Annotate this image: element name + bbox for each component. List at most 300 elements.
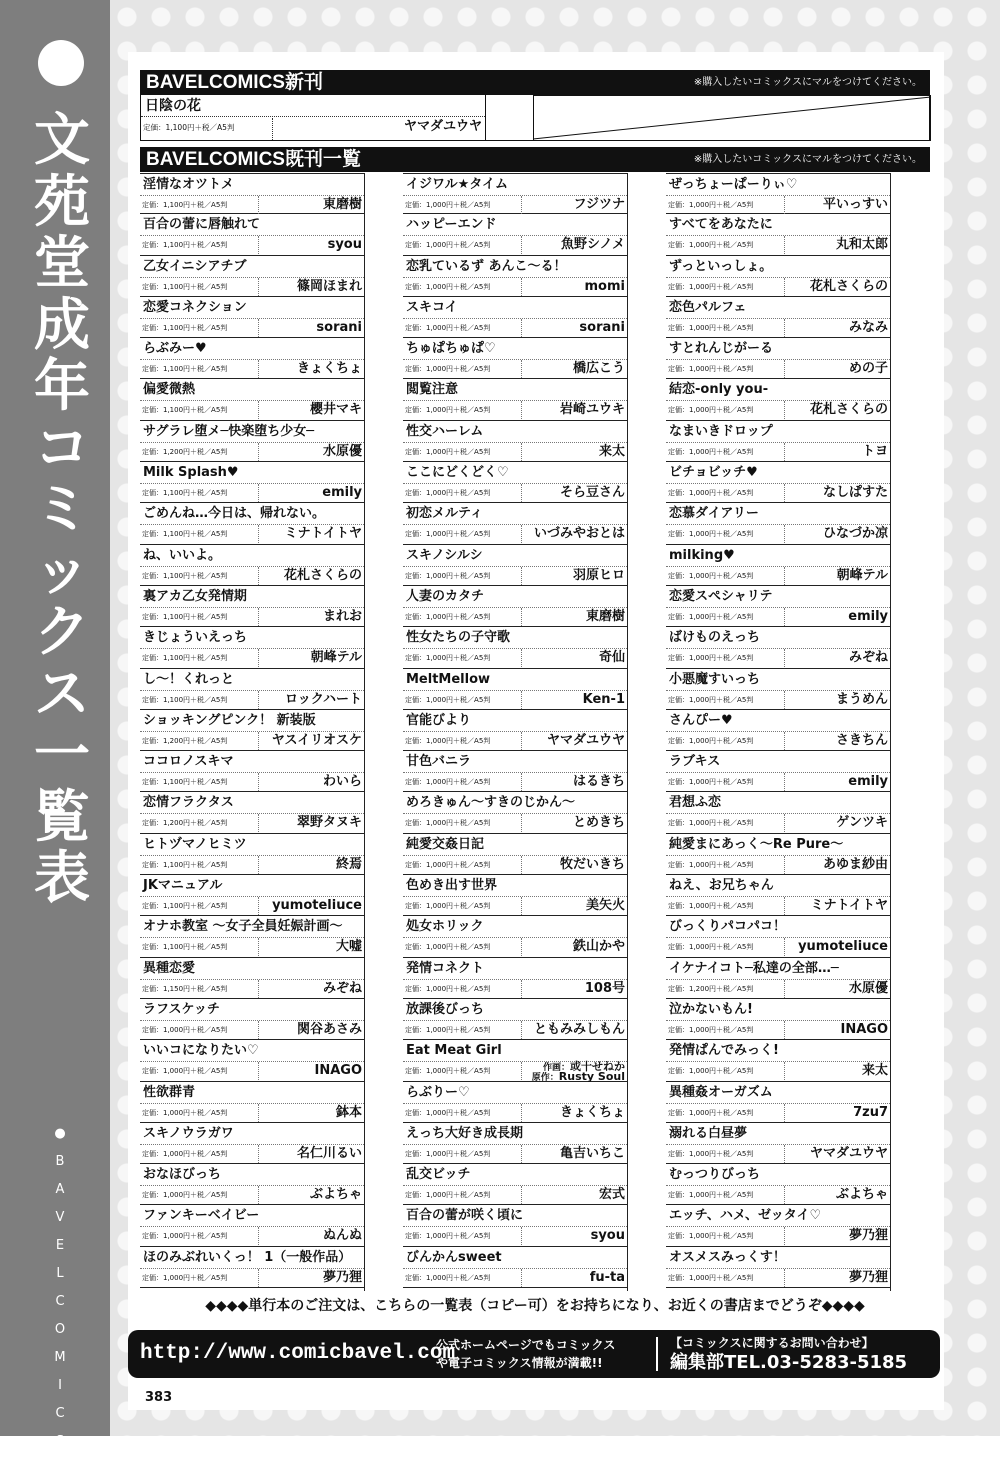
comic-author: 美矢火 [585,898,625,914]
comic-author: 鉢本 [335,1104,362,1120]
sidebar-subtitle-char: M [54,1350,66,1365]
comic-author: 奇仙 [598,650,625,666]
comic-title: 恋乳ているず あんこ〜る！ [406,258,567,274]
comic-list-item [666,256,890,297]
comic-list-item [666,421,890,462]
sidebar-subtitle-char: C [55,1406,65,1421]
comic-list-item [140,586,364,627]
comic-author: まれお [322,608,362,624]
comic-list-item [666,297,890,338]
comic-price: 定価：1,000円＋税／A5判 [405,612,491,621]
divider [784,732,785,750]
comic-list-item [403,834,627,875]
comic-list-item [666,462,890,503]
comic-author: 東磨樹 [585,608,625,624]
sidebar-title-char: コ [34,415,90,481]
comic-price: 定価：1,000円＋税／A5判 [142,1025,228,1034]
comic-price: 定価：1,000円＋税／A5判 [405,365,491,374]
comic-author: みぞね [322,980,362,996]
comic-price: 定価：1,000円＋税／A5判 [142,1067,228,1076]
sidebar-subtitle-char: C [55,1294,65,1309]
comic-list-item [403,297,627,338]
sidebar-subtitle-char: A [55,1182,65,1197]
comic-price: 定価：1,000円＋税／A5判 [405,1108,491,1117]
comic-price: 定価：1,000円＋税／A5判 [668,365,754,374]
comic-author: 来太 [598,443,625,459]
sidebar-title-char: 表 [34,846,90,911]
divider [258,401,259,419]
comic-author: 牧だいきち [559,856,625,872]
comic-title: めろきゅん〜すきのじかん〜 [406,795,576,811]
comic-author: いづみやおとは [533,526,625,542]
comic-list-item [403,338,627,379]
comic-price: 定価：1,000円＋税／A5判 [405,571,491,580]
divider [258,856,259,874]
comic-list-item [140,792,364,833]
comic-list-item [403,1164,627,1205]
comic-list-item [403,256,627,297]
comic-title: 小悪魔すいっち [669,671,761,687]
sidebar-subtitle-char: E [55,1238,65,1253]
divider [521,649,522,667]
comic-list-item [140,256,364,297]
comic-list-item [666,545,890,586]
comic-list-item [140,421,364,462]
divider [258,236,259,254]
comic-author: トヨ [861,443,888,459]
comic-price: 定価：1,100円＋税／A5判 [142,860,228,869]
comic-list-item [403,875,627,916]
comic-price: 定価：1,100円＋税／A5判 [142,654,228,663]
comic-title: 初恋メルティ [406,506,483,522]
comic-author: 来太 [861,1063,888,1079]
comic-price: 定価：1,000円＋税／A5判 [668,1067,754,1076]
comic-price: 定価：1,000円＋税／A5判 [405,943,491,952]
divider [258,1186,259,1204]
promo-line: や電子コミックス情報が満載!! [436,1356,603,1370]
comic-list-item [140,875,364,916]
comic-list-item [666,173,890,214]
comic-price: 定価：1,000円＋税／A5判 [405,282,491,291]
comic-price: 定価：1,000円＋税／A5判 [668,654,754,663]
comic-title: なまいきドロップ [669,423,773,439]
comic-title: 恋愛スペシャリテ [669,588,773,604]
sidebar-title-char: ッ [34,538,90,604]
comic-title: ビチョビッチ♥ [669,465,758,481]
comic-author: emily [322,485,362,501]
comic-author: ひなづか凉 [822,526,888,542]
comic-price: 定価：1,100円＋税／A5判 [142,365,228,374]
comic-title: 百合の蕾に唇触れて [143,217,261,233]
comic-title: 発情ぱんでみっく! [669,1043,779,1059]
comic-price: 定価：1,000円＋税／A5判 [405,201,491,209]
comic-list-item [140,834,364,875]
comic-title: 恋色パルフェ [669,299,747,315]
comic-price: 定価：1,000円＋税／A5判 [405,241,491,250]
comic-list-item [403,173,627,214]
comic-list-item [666,751,890,792]
comic-price: 定価：1,000円＋税／A5判 [405,1191,491,1200]
credit-name: Rusty Soul [558,1070,625,1084]
comic-price: 定価：1,000円＋税／A5判 [405,489,491,498]
comic-price: 定価：1,000円＋税／A5判 [668,612,754,621]
comic-title: イケナイコト─私達の全部…─ [669,960,839,976]
comic-author: ミナトイトヤ [284,526,362,542]
divider [521,443,522,461]
sidebar-title-char: 堂 [34,231,90,296]
comic-title: し〜！くれっと [143,671,235,687]
comic-list-item [140,916,364,957]
divider [784,567,785,585]
comic-list-item [403,586,627,627]
comic-list-item [140,379,364,420]
divider [258,938,259,956]
contact-phone: 編集部TEL.03-5283-5185 [670,1352,908,1373]
comic-price: 定価：1,000円＋税／A5判 [405,695,491,704]
divider [784,814,785,832]
comic-title: スキノシルシ [406,547,483,563]
divider [784,1227,785,1245]
comic-author: まうめん [835,691,888,707]
divider [258,773,259,791]
divider [258,1062,259,1080]
comic-list-item [403,421,627,462]
divider [521,773,522,791]
comic-title: 甘色バニラ [406,754,472,770]
new-release-title: 日陰の花 [145,98,201,114]
comic-author: きょくちょ [296,361,362,377]
comic-price: 定価：1,150円＋税／A5判 [142,984,228,993]
comic-author: わいら [322,774,362,790]
comic-price: 定価：1,000円＋税／A5判 [668,736,754,745]
comic-title: JKマニュアル [143,878,223,894]
credit-role: 作画： [542,1063,570,1074]
divider [521,856,522,874]
comic-price: 定価：1,000円＋税／A5判 [668,1191,754,1200]
divider [784,1104,785,1122]
comic-price: 定価：1,000円＋税／A5判 [142,1108,228,1117]
promo-text [436,1336,615,1372]
comic-author: 朝峰テル [310,650,362,666]
comic-list-item [666,1123,890,1164]
comic-author: 翠野タヌキ [296,815,362,831]
divider [784,1269,785,1287]
comic-price: 定価：1,000円＋税／A5判 [405,819,491,828]
divider [521,319,522,337]
comic-title: らぶみー♥ [143,341,207,357]
divider [521,1186,522,1204]
comic-price: 定価：1,000円＋税／A5判 [142,1191,228,1200]
divider [258,525,259,543]
comic-title: イジワル★タイム [406,177,509,192]
comic-price: 定価：1,000円＋税／A5判 [668,201,754,209]
comic-title: えっち大好き成長期 [406,1125,524,1141]
comic-list-item [666,379,890,420]
comic-price: 定価：1,000円＋税／A5判 [668,1149,754,1158]
comic-price: 定価：1,100円＋税／A5判 [142,489,228,498]
divider [784,1145,785,1163]
comic-list-item [666,586,890,627]
comic-author: 朝峰テル [836,567,888,583]
sidebar-title [30,110,94,910]
comic-author: みぞね [848,650,888,666]
comic-author: みなみ [848,319,888,335]
comic-list-item [403,545,627,586]
comic-list-item [666,1247,890,1288]
divider [784,196,785,214]
comic-list-item [140,1082,364,1123]
new-releases-note: ※購入したいコミックスにマルをつけてください。 [693,77,922,88]
comic-price: 定価：1,100円＋税／A5判 [142,612,228,621]
comic-title: 淫情なオツトメ [143,177,234,192]
comic-list-item [666,627,890,668]
comic-author: なしぱすた [822,485,888,501]
sidebar-title-char: ス [34,661,90,727]
blank-slot-slash [533,95,931,141]
new-releases-header [140,70,930,95]
sidebar-title-char: ミ [34,477,90,542]
comic-price: 定価：1,000円＋税／A5判 [668,1232,754,1241]
comic-list-item [403,792,627,833]
comic-title: すべてをあなたに [669,217,773,233]
comic-list-item [403,462,627,503]
comic-price: 定価：1,100円＋税／A5判 [142,241,228,250]
comic-price: 定価：1,000円＋税／A5判 [668,902,754,911]
comic-price: 定価：1,100円＋税／A5判 [142,778,228,787]
comic-title: すとれんじがーる [669,341,774,357]
comic-author: フジツナ [573,197,625,212]
comic-price: 定価：1,000円＋税／A5判 [668,695,754,704]
divider [140,1103,364,1104]
comic-author: あゆま紗由 [822,856,888,872]
comic-author: とめきち [572,815,625,831]
comic-author: Ken-1 [582,691,625,707]
sidebar-subtitle-char: ● [54,1126,66,1141]
comic-price: 定価：1,100円＋税／A5判 [142,406,228,415]
comic-list-item [403,751,627,792]
divider [140,855,364,856]
comic-author: 花札さくらの [809,278,888,294]
comic-title: 異種姦オーガズム [669,1084,773,1100]
comic-price: 定価：1,200円＋税／A5判 [668,984,754,993]
comic-list-item [140,1205,364,1246]
comic-price: 定価：1,000円＋税／A5判 [668,571,754,580]
sidebar-title-char: 年 [34,354,90,419]
website-url[interactable]: http://www.comicbavel.com [140,1342,456,1365]
comic-author: 東磨樹 [322,197,362,212]
comic-price: 定価：1,100円＋税／A5判 [142,695,228,704]
comic-title: びっくりパコパコ！ [669,919,787,935]
divider [784,897,785,915]
comic-author: はるきち [572,774,625,790]
divider [258,814,259,832]
comic-title: 異種恋愛 [143,960,196,976]
comic-title: 放課後びっち [406,1001,485,1017]
comic-list-item [666,792,890,833]
comic-list-item [666,916,890,957]
divider [258,443,259,461]
comic-author: ヤマダユウヤ [809,1145,888,1161]
comic-price: 定価：1,000円＋税／A5判 [668,241,754,250]
comic-title: 処女ホリック [406,919,484,935]
comic-author: yumoteliuce [272,898,362,914]
comic-list-item [403,1123,627,1164]
sidebar-title-char: 苑 [34,169,90,235]
backlist-note: ※購入したいコミックスにマルをつけてください。 [693,154,922,165]
divider [784,1021,785,1039]
comic-title: ヒトヅマノヒミツ [143,836,247,852]
comic-price: 定価：1,000円＋税／A5判 [668,447,754,456]
comic-title: 性交ハーレム [406,423,484,439]
divider [521,732,522,750]
divider [784,484,785,502]
comic-author: そら豆さん [559,485,625,501]
divider [784,649,785,667]
comic-title: ショッキングピンク！ 新装版 [143,712,316,728]
comic-title: 恋愛コネクション [143,299,247,315]
comic-author: 宏式 [598,1187,625,1203]
comic-price: 定価：1,000円＋税／A5判 [142,1273,228,1282]
divider [656,1337,658,1371]
comic-author: 大嘘 [335,939,362,955]
comic-price: 定価：1,000円＋税／A5判 [668,778,754,787]
comic-author: syou [327,237,362,253]
comic-author: 7zu7 [853,1104,888,1120]
divider [784,319,785,337]
comic-author: 羽原ヒロ [572,567,625,583]
comic-title: ファンキーベイビー [143,1208,260,1224]
divider [521,691,522,709]
divider [521,525,522,543]
comic-list-item [140,503,364,544]
divider [258,360,259,378]
divider [784,1062,785,1080]
comic-title: ばけものえっち [669,630,761,646]
comic-author: sorani [579,319,625,335]
divider [258,196,259,214]
sidebar-title-char: ク [34,600,90,665]
sidebar-subtitle [50,1120,70,1484]
comic-list-item [403,627,627,668]
comic-title: 純愛交姦日記 [406,836,485,852]
comic-author: ミナトイトヤ [810,898,888,914]
divider [272,118,273,140]
comic-author: 水原優 [322,443,362,459]
comic-list-item [666,958,890,999]
comic-title: 裏アカ乙女発情期 [143,588,247,604]
sidebar-subtitle-char: ● [54,1462,66,1477]
divider [258,567,259,585]
sidebar-subtitle-char: B [55,1154,65,1169]
divider [258,608,259,626]
comic-list-item [403,214,627,255]
comic-list-item [666,834,890,875]
footer-banner [128,1330,940,1378]
comic-title: 恋慕ダイアリー [669,506,759,522]
sidebar-title-char: 覧 [34,784,90,850]
new-release-item [140,95,930,141]
comic-author: 花札さくらの [809,402,888,418]
divider [521,897,522,915]
comic-author: yumoteliuce [798,939,888,955]
column-rule [890,173,891,1291]
divider [521,1062,522,1080]
comic-title: ね、いいよ。 [143,547,222,563]
comic-author: emily [848,774,888,790]
divider [258,319,259,337]
comic-title: むっつりびっち [669,1167,761,1183]
divider [784,1186,785,1204]
comic-title: 溺れる白昼夢 [669,1125,748,1141]
backlist-column-3 [666,173,890,1288]
comic-list-item [666,338,890,379]
comic-author: 平いっすい [822,197,888,212]
comic-title: オスメスみっくす！ [669,1249,786,1265]
divider [521,608,522,626]
comic-list-item [403,1205,627,1246]
comic-author: sorani [316,319,362,335]
comic-author: ロックハート [285,691,362,707]
comic-title: Eat Meat Girl [406,1043,502,1059]
comic-title: 百合の蕾が咲く頃に [406,1208,524,1224]
comic-author: きょくちょ [559,1104,625,1120]
comic-price: 定価：1,100円＋税／A5判 [142,902,228,911]
comic-author: 篠岡ほまれ [296,278,362,294]
sidebar-subtitle-char: L [56,1266,64,1281]
comic-list-item [140,462,364,503]
comic-price: 定価：1,000円＋税／A5判 [405,530,491,539]
comic-list-item [140,1123,364,1164]
comic-title: ねえ、お兄ちゃん [669,878,774,894]
divider [784,938,785,956]
comic-author: 鉄山かや [572,939,625,955]
backlist-column-2 [403,173,627,1288]
comic-list-item [666,214,890,255]
comic-price: 定価：1,000円＋税／A5判 [405,323,491,332]
comic-price: 定価：1,100円＋税／A5判 [142,943,228,952]
comic-title: 偏愛微熱 [143,382,196,398]
comic-author: 魚野シノメ [561,237,625,253]
comic-title: MeltMellow [406,671,491,687]
comic-list-item [666,1205,890,1246]
divider [521,1269,522,1287]
comic-list-item [403,1082,627,1123]
comic-title: 純愛まにあっく～Re Pure～ [669,836,844,852]
comic-title: 色めき出す世界 [406,878,498,894]
comic-price: 定価：1,100円＋税／A5判 [142,571,228,580]
comic-title: さんぴー♥ [669,712,733,728]
comic-list-item [666,1040,890,1081]
comic-price: 定価：1,200円＋税／A5判 [142,819,228,828]
comic-list-item [140,1247,364,1288]
comic-price: 定価：1,000円＋税／A5判 [405,654,491,663]
comic-author: momi [584,278,625,294]
comic-title: 結恋-only you- [669,382,769,398]
divider [521,1227,522,1245]
comic-title: 泣かないもん! [669,1001,753,1017]
divider [784,608,785,626]
comic-title: オナホ教室 〜女子全員妊娠計画〜 [143,919,343,935]
comic-title: スキノウラガワ [143,1125,234,1141]
order-note: ◆◆◆◆単行本のご注文は、こちらの一覧表（コピー可）をお持ちになり、お近くの書店までどうぞ◆◆◆◆ [205,1298,865,1314]
comic-title: ちゅぱちゅぱ♡ [406,341,496,357]
comic-author: ぬんぬ [322,1228,362,1244]
divider [485,95,486,141]
sidebar [0,0,110,1477]
comic-list-item [140,1040,364,1081]
comic-author: fu-ta [589,1269,625,1285]
divider [258,1227,259,1245]
